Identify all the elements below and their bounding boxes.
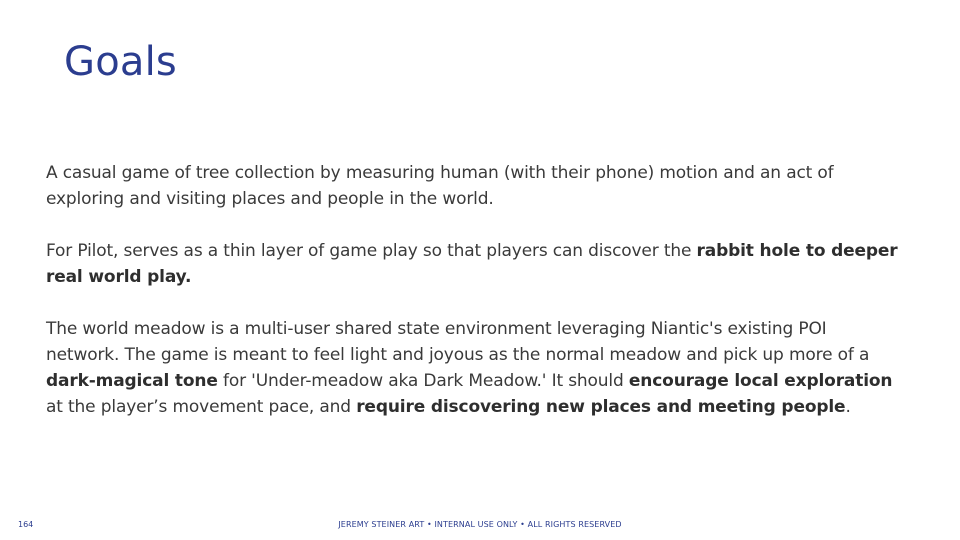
world-meadow-emphasis-discovering: require discovering new places and meeting people <box>356 397 846 417</box>
paragraph-pilot-emphasis: rabbit hole to deeper real world play. <box>46 241 898 287</box>
footer-copyright: JEREMY STEINER ART • INTERNAL USE ONLY • ALL RIGHTS RESERVED <box>338 520 622 529</box>
world-meadow-emphasis-exploration: encourage local exploration <box>628 371 893 391</box>
world-meadow-text-3: at the player’s movement pace, and <box>46 397 357 417</box>
slide-footer <box>0 519 960 531</box>
paragraph-world-meadow <box>46 316 902 420</box>
slide-body <box>46 160 902 420</box>
paragraph-pilot <box>46 238 902 290</box>
world-meadow-text-4: . <box>845 397 851 417</box>
world-meadow-text-2: for 'Under-meadow aka Dark Meadow.' It should <box>217 371 629 391</box>
world-meadow-text-1: The world meadow is a multi-user shared state environment leveraging Niantic's existing POI network. The game is meant to feel light and joyous as the normal meadow and pick up more of a <box>46 319 870 365</box>
world-meadow-emphasis-tone: dark-magical tone <box>46 371 218 391</box>
paragraph-intro <box>46 160 902 212</box>
page-number: 164 <box>18 520 34 529</box>
paragraph-pilot-text: For Pilot, serves as a thin layer of game play so that players can discover the <box>46 241 697 261</box>
slide-title: Goals <box>64 39 177 85</box>
paragraph-intro-text: A casual game of tree collection by measuring human (with their phone) motion and an act of exploring and visiting places and people in the world. <box>46 163 834 209</box>
